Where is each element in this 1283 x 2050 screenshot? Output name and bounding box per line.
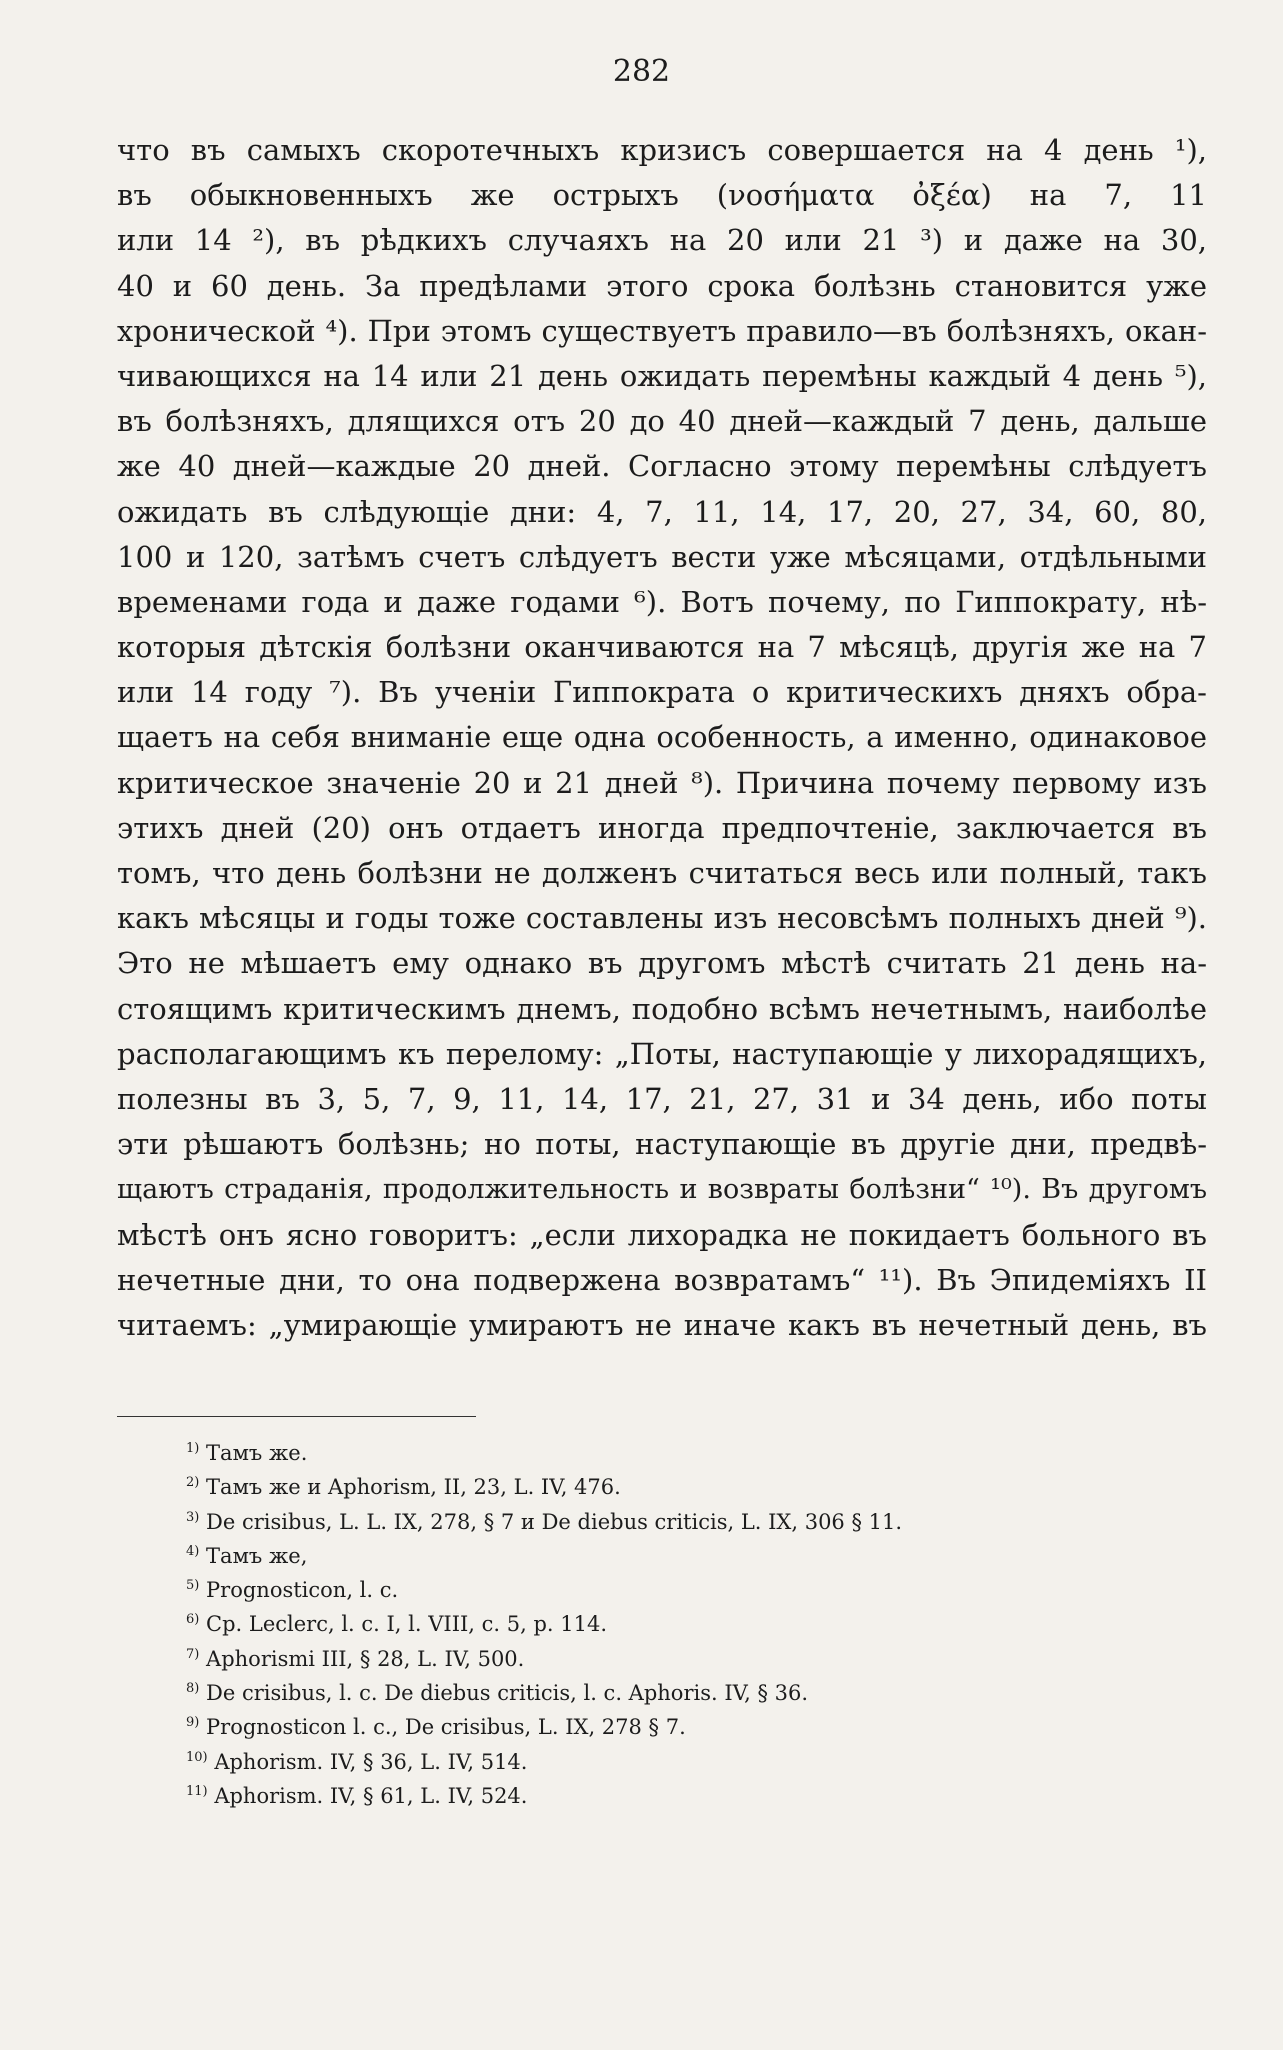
footnote-number: 11	[186, 1783, 203, 1799]
footnote: $^{2)}$ Тамъ же и Aphorism, II, 23, L. IV, 476.	[186, 1475, 621, 1500]
footnote-text: Prognosticon, l. c.	[206, 1578, 399, 1603]
text-line: или 14 ²), въ рѣдкихъ случаяхъ на 20 или 21 ³) и даже на 30,	[117, 223, 1207, 258]
footnote-number: 3	[186, 1509, 195, 1525]
footnote: $^{3)}$ De crisibus, L. L. IX, 278, § 7 и De diebus criticis, L. IX, 306 § 11.	[186, 1509, 903, 1534]
text-line: чивающихся на 14 или 21 день ожидать перемѣны каждый 4 день ⁵),	[117, 358, 1207, 393]
text-line: полезны въ 3, 5, 7, 9, 11, 14, 17, 21, 27, 31 и 34 день, ибо поты	[117, 1081, 1207, 1116]
text-line: эти рѣшаютъ болѣзнь; но поты, наступающіе въ другіе дни, предвѣ-	[117, 1127, 1207, 1162]
footnote-text: Aphorismi III, § 28, L. IV, 500.	[206, 1646, 525, 1671]
text-line: щаетъ на себя вниманіе еще одна особенность, а именно, одинаковое	[117, 720, 1207, 755]
text-line: какъ мѣсяцы и годы тоже составлены изъ несовсѣмъ полныхъ дней ⁹).	[117, 901, 1207, 936]
footnote: $^{6)}$ Ср. Leclerc, l. c. I, l. VIII, c. 5, p. 114.	[186, 1612, 608, 1637]
footnote-text: Тамъ же и Aphorism, II, 23, L. IV, 476.	[206, 1475, 621, 1500]
text-line: щаютъ страданія, продолжительность и возвраты болѣзни“ ¹⁰). Въ другомъ	[117, 1174, 1207, 1206]
text-line: нечетные дни, то она подвержена возвратамъ“ ¹¹). Въ Эпидеміяхъ II	[117, 1262, 1207, 1297]
footnote: $^{8)}$ De crisibus, l. c. De diebus criticis, l. c. Aphoris. IV, § 36.	[186, 1681, 809, 1706]
text-line: въ болѣзняхъ, длящихся отъ 20 до 40 дней—каждый 7 день, дальше	[117, 404, 1207, 439]
footnote-number: 6	[186, 1612, 195, 1628]
footnote-text: Prognosticon l. c., De crisibus, L. IX, 278 § 7.	[206, 1715, 686, 1740]
footnote-divider	[117, 1416, 476, 1417]
text-line: Это не мѣшаетъ ему однако въ другомъ мѣстѣ считать 21 день на-	[117, 946, 1207, 981]
text-line: которыя дѣтскія болѣзни оканчиваются на 7 мѣсяцѣ, другія же на 7	[117, 630, 1207, 665]
footnote: $^{7)}$ Aphorismi III, § 28, L. IV, 500.	[186, 1646, 525, 1671]
footnote-number: 8	[186, 1681, 195, 1697]
footnote-number: 9	[186, 1715, 195, 1731]
footnote-text: De crisibus, L. L. IX, 278, § 7 и De diebus criticis, L. IX, 306 § 11.	[206, 1509, 903, 1534]
footnote-number: 1	[186, 1441, 195, 1456]
text-line: томъ, что день болѣзни не долженъ считаться весь или полный, такъ	[117, 856, 1207, 890]
footnote-text: De crisibus, l. c. De diebus criticis, l. c. Aphoris. IV, § 36.	[206, 1681, 809, 1706]
text-line: или 14 году ⁷). Въ ученіи Гиппократа о критическихъ дняхъ обра-	[117, 675, 1207, 710]
footnotes	[186, 1432, 1186, 1809]
footnote-number: 7	[186, 1646, 195, 1662]
text-line: въ обыкновенныхъ же острыхъ (νοσήματα ὀξέα) на 7, 11	[117, 178, 1207, 213]
footnote-text: Ср. Leclerc, l. c. I, l. VIII, c. 5, p. 114.	[206, 1612, 608, 1637]
text-line: что въ самыхъ скоротечныхъ кризисъ совершается на 4 день ¹),	[117, 133, 1207, 167]
text-line: мѣстѣ онъ ясно говоритъ: „если лихорадка не покидаетъ больного въ	[117, 1217, 1207, 1252]
footnote-number: 5	[186, 1578, 195, 1594]
footnote-number: 2	[186, 1475, 195, 1491]
text-line: временами года и даже годами ⁶). Вотъ почему, по Гиппократу, нѣ-	[117, 584, 1207, 619]
text-line: читаемъ: „умирающіе умираютъ не иначе какъ въ нечетный день, въ	[117, 1307, 1207, 1342]
footnote: $^{11)}$ Aphorism. IV, § 61, L. IV, 524.	[186, 1783, 528, 1808]
footnote-text: Тамъ же,	[206, 1543, 308, 1568]
text-line: располагающимъ къ перелому: „Поты, наступающіе у лихорадящихъ,	[117, 1036, 1207, 1071]
footnote: $^{4)}$ Тамъ же,	[186, 1543, 308, 1568]
text-line: 100 и 120, затѣмъ счетъ слѣдуетъ вести уже мѣсяцами, отдѣльными	[117, 539, 1207, 574]
footnote: $^{5)}$ Prognosticon, l. c.	[186, 1578, 399, 1603]
page-number: 282	[612, 54, 671, 89]
body-text	[117, 128, 1207, 1348]
footnote: $^{1)}$ Тамъ же.	[186, 1441, 308, 1465]
text-line: стоящимъ критическимъ днемъ, подобно всѣмъ нечетнымъ, наиболѣе	[117, 991, 1207, 1026]
footnote-text: Aphorism. IV, § 36, L. IV, 514.	[214, 1749, 528, 1774]
text-line: этихъ дней (20) онъ отдаетъ иногда предпочтеніе, заключается въ	[117, 810, 1207, 845]
footnote-number: 4	[186, 1543, 195, 1559]
footnote-text: Тамъ же.	[206, 1441, 308, 1465]
footnote-text: Aphorism. IV, § 61, L. IV, 524.	[214, 1783, 528, 1808]
footnote: $^{9)}$ Prognosticon l. c., De crisibus, L. IX, 278 § 7.	[186, 1715, 686, 1740]
text-line: же 40 дней—каждые 20 дней. Согласно этому перемѣны слѣдуетъ	[117, 449, 1207, 484]
text-line: хронической ⁴). При этомъ существуетъ правило—въ болѣзняхъ, окан-	[117, 313, 1207, 348]
text-line: критическое значеніе 20 и 21 дней ⁸). Причина почему первому изъ	[117, 765, 1207, 800]
footnote-number: 10	[186, 1749, 203, 1765]
footnote: $^{10)}$ Aphorism. IV, § 36, L. IV, 514.	[186, 1749, 528, 1774]
text-line: 40 и 60 день. За предѣлами этого срока болѣзнь становится уже	[117, 268, 1207, 303]
text-line: ожидать въ слѣдующіе дни: 4, 7, 11, 14, 17, 20, 27, 34, 60, 80,	[117, 494, 1207, 529]
